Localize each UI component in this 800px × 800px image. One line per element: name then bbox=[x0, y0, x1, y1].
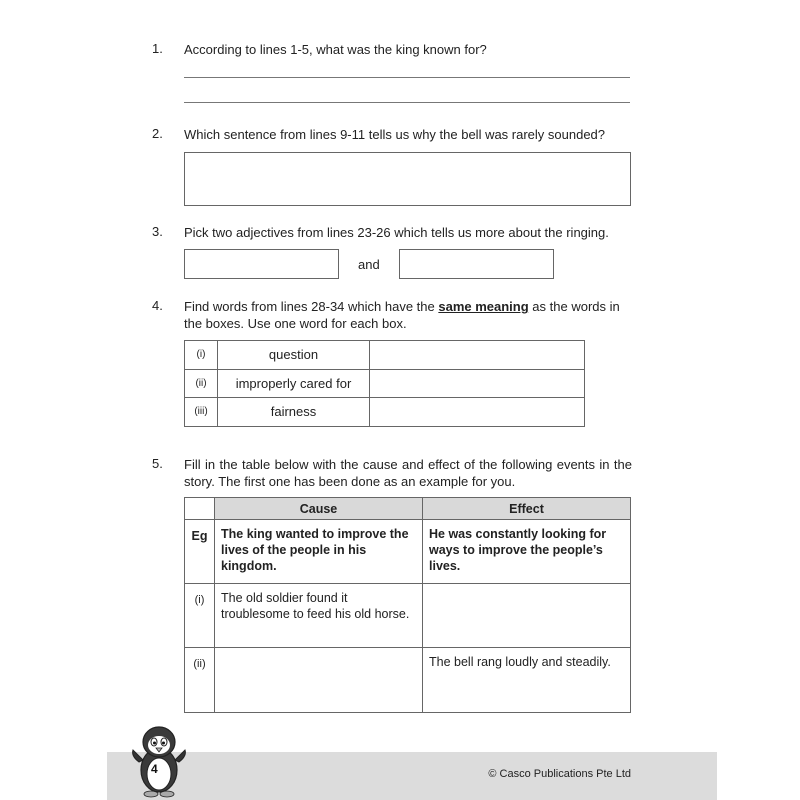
question-4-text-before: Find words from lines 28-34 which have the bbox=[184, 299, 439, 314]
table-row bbox=[185, 648, 631, 713]
table-row bbox=[185, 369, 585, 398]
row-index: (i) bbox=[185, 584, 215, 648]
row-effect-answer[interactable] bbox=[423, 584, 631, 648]
row-word: improperly cared for bbox=[218, 369, 370, 398]
row-word: question bbox=[218, 341, 370, 370]
table-row bbox=[185, 520, 631, 584]
header-blank bbox=[185, 498, 215, 520]
row-effect: The bell rang loudly and steadily. bbox=[423, 648, 631, 713]
row-index: (iii) bbox=[185, 398, 218, 427]
table-row bbox=[185, 341, 585, 370]
question-1-number: 1. bbox=[152, 41, 163, 56]
question-3-answer-box-2[interactable] bbox=[399, 249, 554, 279]
penguin-mascot-icon bbox=[129, 722, 189, 800]
question-1-text: According to lines 1-5, what was the king known for? bbox=[184, 42, 487, 57]
table-row bbox=[185, 398, 585, 427]
row-index: (ii) bbox=[185, 648, 215, 713]
question-5-table bbox=[184, 497, 631, 713]
row-cause: The old soldier found it troublesome to feed his old horse. bbox=[215, 584, 423, 648]
question-3-text: Pick two adjectives from lines 23-26 which tells us more about the ringing. bbox=[184, 225, 609, 240]
question-1-answer-line-1[interactable] bbox=[184, 77, 630, 78]
question-2-number: 2. bbox=[152, 126, 163, 141]
question-3-answer-box-1[interactable] bbox=[184, 249, 339, 279]
question-4-text bbox=[184, 298, 632, 332]
page-number: 4 bbox=[151, 762, 158, 776]
row-effect: He was constantly looking for ways to improve the people’s lives. bbox=[423, 520, 631, 584]
row-answer-cell[interactable] bbox=[370, 341, 585, 370]
table-header-row bbox=[185, 498, 631, 520]
row-answer-cell[interactable] bbox=[370, 398, 585, 427]
row-index: (i) bbox=[185, 341, 218, 370]
page-footer bbox=[107, 752, 717, 800]
row-cause: The king wanted to improve the lives of the people in his kingdom. bbox=[215, 520, 423, 584]
question-5-text: Fill in the table below with the cause and effect of the following events in the story. The first one has been done as an example for you. bbox=[184, 457, 632, 489]
question-3-number: 3. bbox=[152, 224, 163, 239]
question-3-joiner: and bbox=[358, 257, 380, 272]
row-cause-answer[interactable] bbox=[215, 648, 423, 713]
row-index: (ii) bbox=[185, 369, 218, 398]
row-index: Eg bbox=[185, 520, 215, 584]
question-5-number: 5. bbox=[152, 456, 163, 471]
question-4-table bbox=[184, 340, 585, 427]
copyright-text: © Casco Publications Pte Ltd bbox=[488, 768, 631, 780]
question-4-number: 4. bbox=[152, 298, 163, 313]
question-1-answer-line-2[interactable] bbox=[184, 102, 630, 103]
row-answer-cell[interactable] bbox=[370, 369, 585, 398]
question-4-text-after: as the words in the boxes. Use one word for each box. bbox=[184, 299, 620, 331]
row-word: fairness bbox=[218, 398, 370, 427]
question-4-text-emphasis: same meaning bbox=[438, 299, 529, 314]
header-effect: Effect bbox=[423, 498, 631, 520]
header-cause: Cause bbox=[215, 498, 423, 520]
table-row bbox=[185, 584, 631, 648]
question-2-answer-box[interactable] bbox=[184, 152, 631, 206]
question-2-text: Which sentence from lines 9-11 tells us why the bell was rarely sounded? bbox=[184, 127, 606, 142]
